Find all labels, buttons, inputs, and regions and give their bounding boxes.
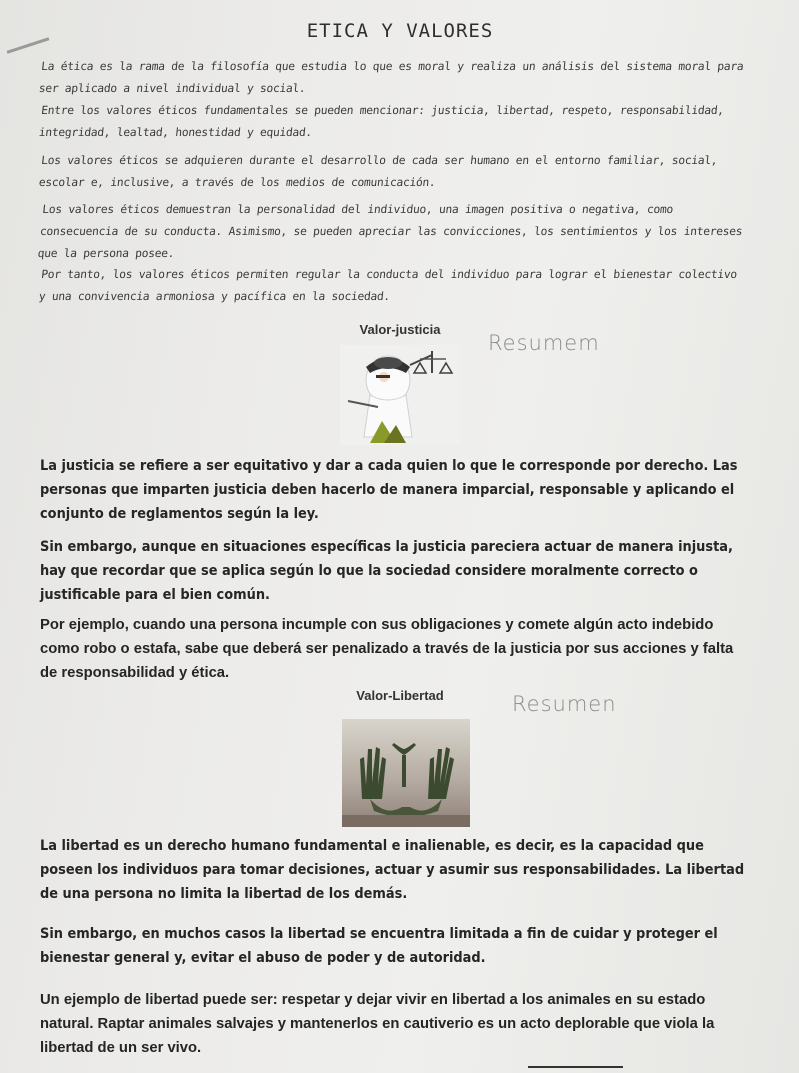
intro-paragraph-4: Los valores éticos demuestran la personalidad del individuo, una imagen positiva o negativa, como consecuencia de su conducta. Asimismo, se pueden apreciar las convicciones, los sentimientos y los intereses que la persona posee. [37, 203, 743, 260]
libertad-paragraph-2: Sin embargo, en muchos casos la libertad se encuentra limitada a fin de cuidar y proteger el bienestar general y, evitar el abuso de poder y de autoridad. [40, 926, 718, 966]
libertad-caption: Valor-Libertad [356, 688, 444, 703]
intro-paragraph-1: La ética es la rama de la filosofía que estudia lo que es moral y realiza un análisis del sistema moral para ser aplicado a nivel individual y social. [38, 60, 745, 95]
justicia-resumen-note: Resumem [488, 331, 600, 355]
justicia-paragraph-2: Sin embargo, aunque en situaciones específicas la justicia pareciera actuar de manera injusta, hay que recordar que se aplica según lo que la sociedad considere moralmente correcto o justificable para el bien común. [40, 539, 733, 603]
freedom-hands-illustration [342, 719, 470, 827]
justicia-paragraph-1: La justicia se refiere a ser equitativo y dar a cada quien lo que le corresponde por derecho. Las personas que imparten justicia deben hacerlo de manera imparcial, responsable y aplicando el conjunto de reglamentos según la ley. [40, 458, 738, 522]
libertad-resumen-note: Resumen [512, 692, 617, 716]
lady-justice-illustration [340, 345, 460, 445]
intro-paragraph-3: Los valores éticos se adquieren durante el desarrollo de cada ser humano en el entorno familiar, social, escolar e, inclusive, a través de los medios de comunicación. [38, 154, 719, 189]
intro-paragraph-2: Entre los valores éticos fundamentales se pueden mencionar: justicia, libertad, respeto, responsabilidad, integridad, lealtad, honestidad y equidad. [38, 104, 725, 139]
page-title: ETICA Y VALORES [306, 20, 494, 42]
justicia-caption: Valor-justicia [359, 322, 441, 337]
justicia-paragraph-3: Por ejemplo, cuando una persona incumple con sus obligaciones y comete algún acto indebido como robo o estafa, sabe que deberá ser penalizado a través de la justicia por sus acciones y falta de responsabilidad y ética. [40, 617, 734, 681]
underline-mark [528, 1066, 623, 1068]
libertad-paragraph-1: La libertad es un derecho humano fundamental e inalienable, es decir, es la capacidad que poseen los individuos para tomar decisiones, actuar y asumir sus responsabilidades. La libertad de una persona no limita la libertad de los demás. [40, 838, 745, 902]
intro-paragraph-5: Por tanto, los valores éticos permiten regular la conducta del individuo para lograr el bienestar colectivo y una convivencia armoniosa y pacífica en la sociedad. [38, 268, 738, 303]
pen-mark [7, 37, 50, 53]
libertad-paragraph-3: Un ejemplo de libertad puede ser: respetar y dejar vivir en libertad a los animales en su estado natural. Raptar animales salvajes y mantenerlos en cautiverio es un acto deplorable que viola la libertad de un ser vivo. [40, 992, 715, 1056]
